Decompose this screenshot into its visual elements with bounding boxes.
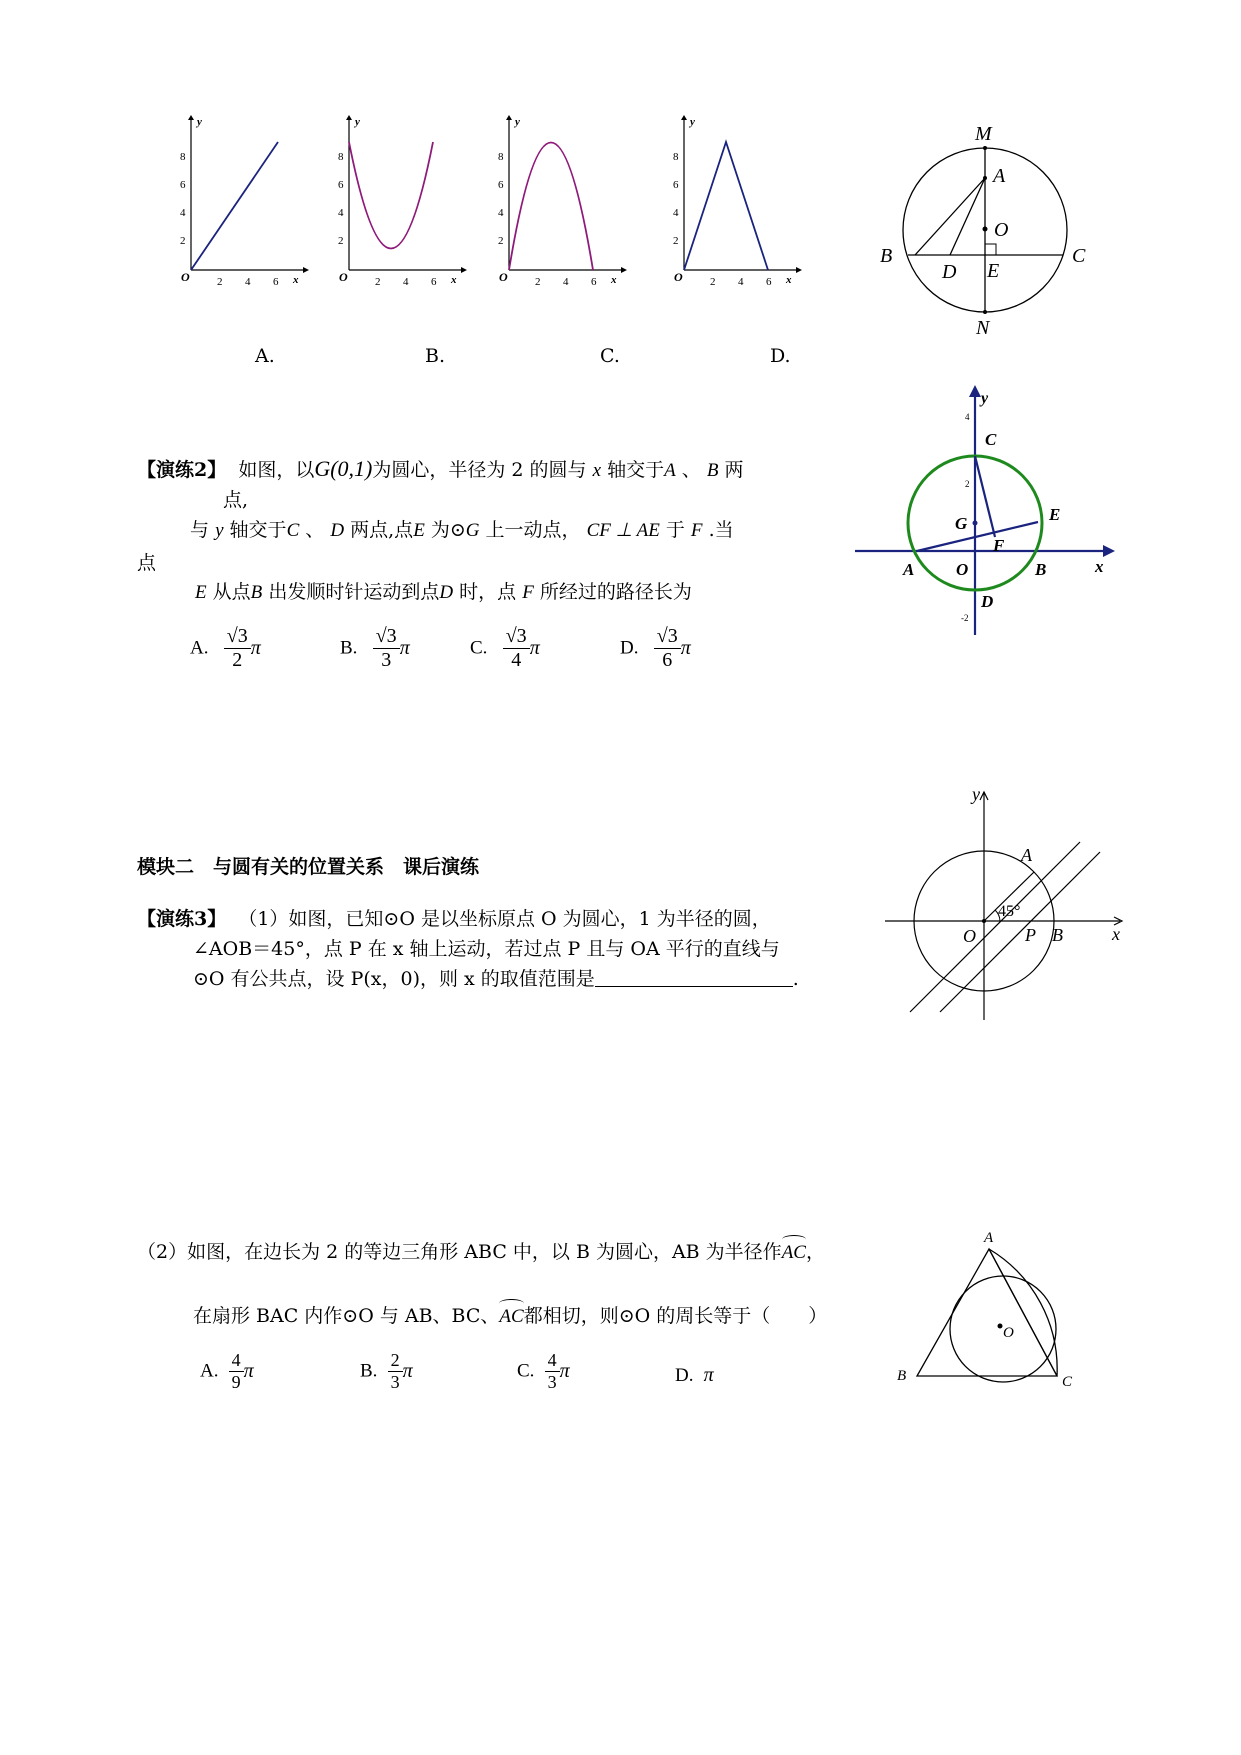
option-c-label: C.: [600, 345, 620, 367]
option-a-label: A.: [255, 345, 275, 367]
graph-c: [493, 115, 628, 290]
curve: [349, 142, 433, 249]
svg-text:G: G: [955, 514, 968, 533]
svg-text:8: 8: [338, 151, 344, 163]
svg-text:D: D: [981, 592, 994, 611]
svg-text:A: A: [993, 165, 1006, 187]
svg-text:x: x: [451, 274, 457, 286]
svg-text:O: O: [339, 270, 348, 284]
svg-text:O: O: [1003, 1325, 1014, 1341]
ex3-line3: ⊙O 有公共点，设 P(x，0)，则 x 的取值范围是 .: [193, 968, 799, 990]
curve: [684, 142, 768, 270]
svg-text:4: 4: [403, 276, 409, 288]
svg-text:N: N: [976, 317, 990, 339]
svg-text:O: O: [994, 219, 1009, 241]
svg-text:E: E: [987, 260, 1000, 282]
svg-text:45°: 45°: [998, 903, 1021, 920]
ex3-line2: ∠AOB＝45°，点 P 在 x 轴上运动，若过点 P 且与 OA 平行的直线与: [193, 938, 780, 960]
svg-text:P: P: [1025, 925, 1036, 945]
circle-figure-3: [880, 780, 1130, 1020]
ex3b-option-d: D. π: [675, 1364, 714, 1386]
answer-blank[interactable]: [595, 966, 793, 987]
circle-figure-2: [855, 385, 1125, 645]
svg-text:2: 2: [375, 276, 381, 288]
svg-text:O: O: [963, 926, 976, 946]
ex2-line2: 与 y 轴交于C 、 D 两点,点E 为⊙G 上一动点， CF ⊥ AE 于 F .当: [190, 519, 734, 541]
svg-text:y: y: [981, 390, 989, 407]
svg-text:4: 4: [965, 412, 970, 422]
svg-text:2: 2: [180, 235, 186, 247]
svg-text:-2: -2: [961, 613, 969, 623]
svg-text:y: y: [690, 116, 695, 128]
svg-text:B: B: [1035, 560, 1047, 579]
svg-text:8: 8: [673, 151, 679, 163]
svg-text:y: y: [972, 784, 980, 804]
svg-text:2: 2: [498, 235, 504, 247]
svg-text:C: C: [1072, 245, 1086, 267]
svg-text:6: 6: [766, 276, 772, 288]
svg-text:2: 2: [535, 276, 541, 288]
ex3b-line1: （2）如图，在边长为 2 的等边三角形 ABC 中，以 B 为圆心，AB 为半径作 AC，: [137, 1238, 825, 1267]
ex3-line1: 【演练3】 （1）如图，已知⊙O 是以坐标原点 O 为圆心，1 为半径的圆，: [137, 908, 771, 930]
svg-text:6: 6: [180, 179, 186, 191]
svg-text:8: 8: [498, 151, 504, 163]
ex3b-option-b: B. $\frac{2}{3}$ π: [360, 1350, 413, 1392]
svg-text:C: C: [985, 430, 997, 449]
svg-text:4: 4: [338, 207, 344, 219]
module-title: 模块二 与圆有关的位置关系 课后演练: [137, 856, 480, 878]
ex2-line1: 【演练2】 如图，以G(0,1)为圆心，半径为 2 的圆与 x 轴交于A 、 B 两: [137, 456, 744, 481]
svg-text:O: O: [956, 560, 969, 579]
svg-text:2: 2: [710, 276, 716, 288]
svg-text:4: 4: [738, 276, 744, 288]
svg-text:y: y: [197, 116, 202, 128]
graph-d: [668, 115, 803, 290]
svg-text:x: x: [611, 274, 617, 286]
ex2-option-b: B. $\frac{√3}{3}$ π: [340, 625, 410, 671]
option-b-label: B.: [425, 345, 446, 367]
svg-text:M: M: [975, 123, 992, 145]
svg-text:x: x: [293, 274, 299, 286]
ex2-line3: E 从点B 出发顺时针运动到点D 时，点 F 所经过的路径长为: [195, 581, 692, 603]
svg-text:y: y: [515, 116, 520, 128]
svg-text:4: 4: [245, 276, 251, 288]
svg-text:6: 6: [673, 179, 679, 191]
svg-text:2: 2: [673, 235, 679, 247]
svg-text:x: x: [1112, 924, 1120, 944]
svg-text:6: 6: [338, 179, 344, 191]
svg-text:D: D: [942, 261, 957, 283]
svg-text:F: F: [993, 536, 1005, 555]
svg-text:8: 8: [180, 151, 186, 163]
svg-text:6: 6: [498, 179, 504, 191]
ex2-line2-wrap: 点: [137, 552, 157, 574]
svg-text:4: 4: [180, 207, 186, 219]
ex3b-option-a: A. $\frac{4}{9}$ π: [200, 1350, 254, 1392]
svg-text:B: B: [897, 1368, 907, 1384]
svg-text:6: 6: [273, 276, 279, 288]
ex3b-option-c: C. $\frac{4}{3}$ π: [517, 1350, 570, 1392]
svg-text:E: E: [1049, 505, 1061, 524]
graph-b: [333, 115, 468, 290]
svg-text:B: B: [880, 245, 893, 267]
svg-text:A: A: [903, 560, 915, 579]
ex2-option-c: C. $\frac{√3}{4}$ π: [470, 625, 540, 671]
circle-figure-1: [870, 120, 1100, 340]
curve: [509, 143, 593, 271]
curve: [191, 142, 278, 270]
svg-text:2: 2: [217, 276, 223, 288]
svg-text:4: 4: [563, 276, 569, 288]
svg-text:6: 6: [591, 276, 597, 288]
svg-text:C: C: [1062, 1374, 1073, 1390]
graph-a: [175, 115, 310, 290]
svg-text:x: x: [1095, 557, 1104, 576]
ex3b-line2: 在扇形 BAC 内作⊙O 与 AB、BC、 AC都相切，则⊙O 的周长等于（ ）: [193, 1302, 827, 1331]
svg-text:O: O: [499, 270, 508, 284]
svg-text:2: 2: [338, 235, 344, 247]
svg-text:B: B: [1052, 925, 1063, 945]
svg-text:x: x: [786, 274, 792, 286]
svg-text:4: 4: [498, 207, 504, 219]
triangle-figure: [890, 1225, 1090, 1400]
svg-text:2: 2: [965, 479, 970, 489]
svg-text:y: y: [355, 116, 360, 128]
svg-text:6: 6: [431, 276, 437, 288]
ex2-line1-wrap: 点,: [223, 489, 249, 511]
ex2-option-a: A. $\frac{√3}{2}$ π: [190, 625, 261, 671]
svg-text:A: A: [984, 1230, 994, 1246]
ex2-option-d: D. $\frac{√3}{6}$ π: [620, 625, 691, 671]
svg-text:4: 4: [673, 207, 679, 219]
svg-text:A: A: [1021, 845, 1032, 865]
svg-text:O: O: [181, 270, 190, 284]
svg-text:O: O: [674, 270, 683, 284]
option-d-label: D.: [770, 345, 791, 367]
